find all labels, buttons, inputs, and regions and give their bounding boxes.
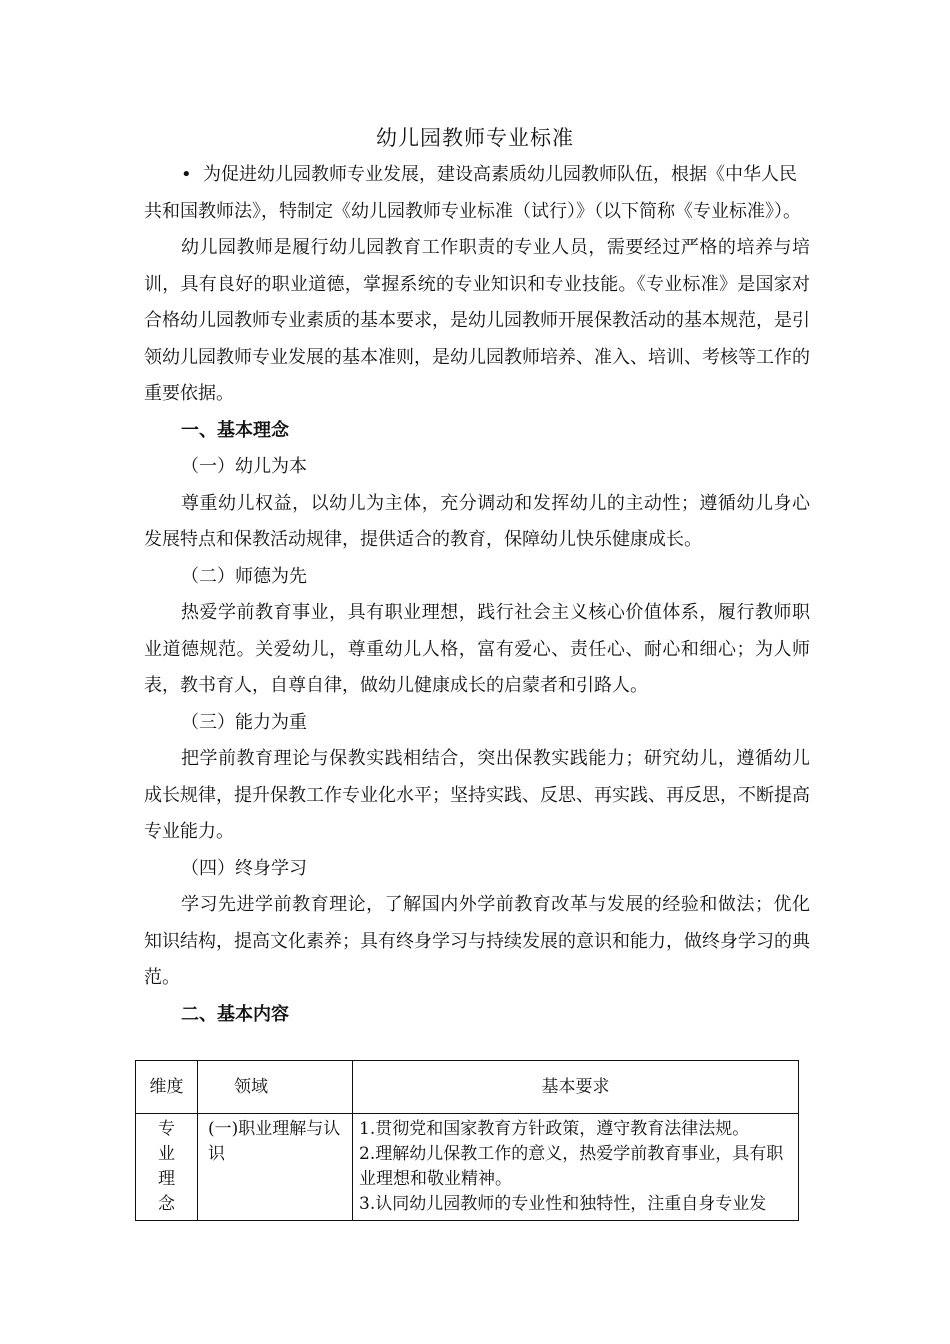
dimension-char: 专: [158, 1119, 175, 1139]
requirement-item: 1.贯彻党和国家教育方针政策，遵守教育法律法规。: [359, 1119, 750, 1139]
requirements-table: [135, 1060, 799, 1221]
intro-bullet-text: 为促进幼儿园教师专业发展，建设高素质幼儿园教师队伍，根据《中华人民共和国教师法》，特制定《幼儿园教师专业标准（试行）》（以下简称《专业标准》）。: [144, 164, 801, 222]
dimension-cell: [136, 1114, 198, 1221]
requirement-item: 2.理解幼儿保教工作的意义，热爱学前教育事业，具有职业理想和敬业精神。: [359, 1144, 784, 1189]
table-header-requirements: 基本要求: [353, 1061, 799, 1114]
dimension-char: 业: [158, 1144, 175, 1164]
bullet-icon: •: [181, 164, 192, 185]
intro-bullet-paragraph: [144, 157, 810, 230]
intro-paragraph: 幼儿园教师是履行幼儿园教育工作职责的专业人员，需要经过严格的培养与培训，具有良好的职业道德，掌握系统的专业知识和专业技能。《专业标准》是国家对合格幼儿园教师专业素质的基本要求，是幼儿园教师开展保教活动的基本规范，是引领幼儿园教师专业发展的基本准则，是幼儿园教师培养、准入、培训、考核等工作的重要依据。: [144, 237, 810, 404]
table-header-row: [136, 1061, 799, 1114]
subsection-heading: （四）终身学习: [181, 857, 307, 879]
subsection-text: 把学前教育理论与保教实践相结合，突出保教实践能力；研究幼儿，遵循幼儿成长规律，提升保教工作专业化水平；坚持实践、反思、再实践、再反思，不断提高专业能力。: [144, 748, 810, 842]
field-cell: (一)职业理解与认识: [198, 1114, 353, 1221]
section-heading-basic-content: 二、基本内容: [181, 1003, 289, 1025]
dimension-char: 理: [158, 1169, 175, 1189]
subsection-text: 热爱学前教育事业，具有职业理想，践行社会主义核心价值体系，履行教师职业道德规范。关爱幼儿，尊重幼儿人格，富有爱心、责任心、耐心和细心；为人师表，教书育人，自尊自律，做幼儿健康成长的启蒙者和引路人。: [144, 602, 810, 696]
table-header-dimension: 维度: [136, 1061, 198, 1114]
subsection-heading: （三）能力为重: [181, 711, 307, 733]
requirement-item: 3.认同幼儿园教师的专业性和独特性，注重自身专业发: [359, 1194, 767, 1214]
requirements-cell: [353, 1114, 799, 1221]
subsection-text: 尊重幼儿权益，以幼儿为主体，充分调动和发挥幼儿的主动性；遵循幼儿身心发展特点和保教活动规律，提供适合的教育，保障幼儿快乐健康成长。: [144, 492, 810, 550]
subsection-heading: （二）师德为先: [181, 565, 307, 587]
section-heading-basic-concepts: 一、基本理念: [181, 419, 289, 441]
subsection-text: 学习先进学前教育理论，了解国内外学前教育改革与发展的经验和做法；优化知识结构，提高文化素养；具有终身学习与持续发展的意识和能力，做终身学习的典范。: [144, 894, 810, 988]
table-row: [136, 1114, 799, 1221]
table-header-field: 领域: [198, 1061, 353, 1114]
subsection-heading: （一）幼儿为本: [181, 456, 307, 477]
document-body: [144, 157, 810, 1033]
dimension-char: 念: [158, 1194, 175, 1214]
document-title: 幼儿园教师专业标准: [376, 126, 574, 150]
